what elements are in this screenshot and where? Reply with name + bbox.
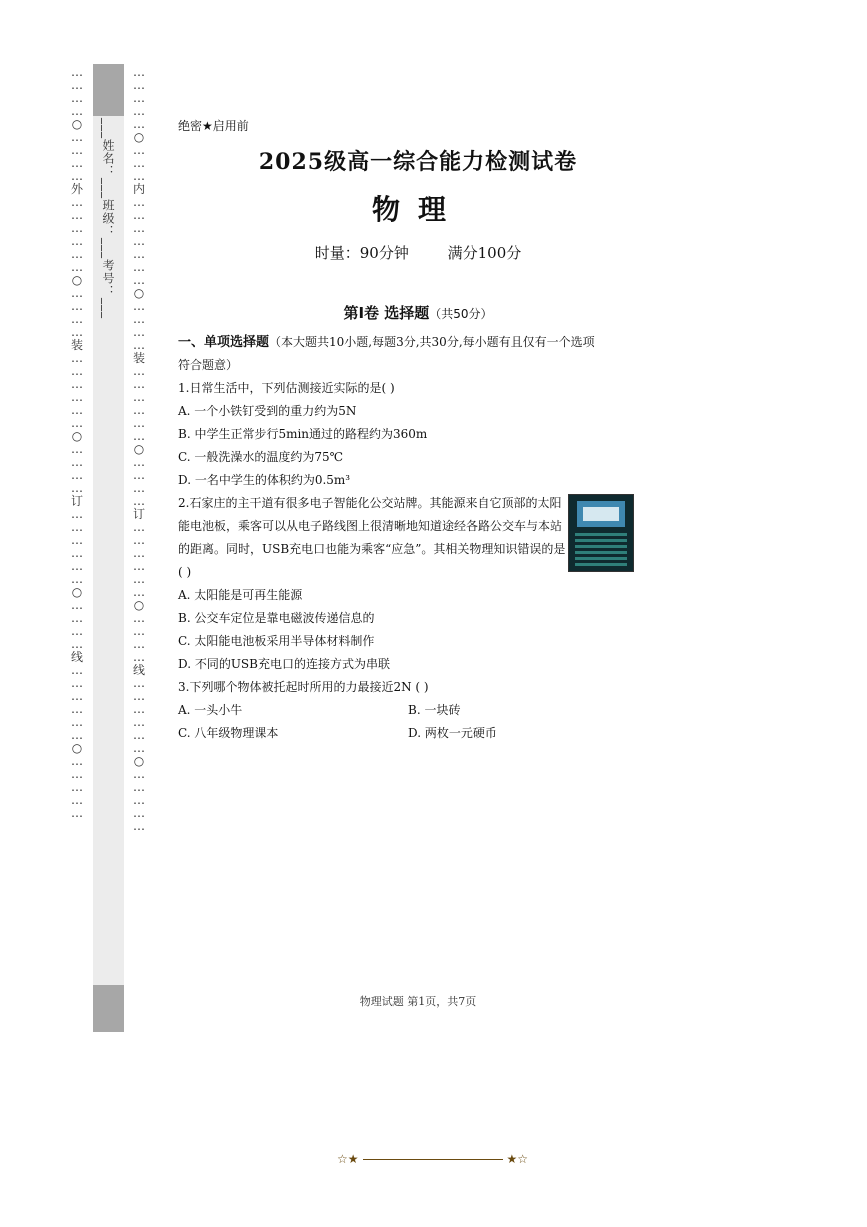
option-a: A. 太阳能是可再生能源 — [178, 588, 303, 602]
ornament-stars-right: ★☆ — [506, 1152, 529, 1166]
inner-mark: … — [133, 390, 145, 404]
outer-mark: … — [71, 728, 83, 742]
section-note: （共50分） — [429, 307, 493, 321]
sign-screen — [577, 501, 625, 527]
option-d: D. 两枚一元硬币 — [408, 726, 497, 740]
inner-mark: … — [133, 481, 145, 495]
outer-mark: … — [71, 169, 83, 183]
outer-mark: … — [71, 221, 83, 235]
outer-mark: … — [71, 442, 83, 456]
inner-mark: … — [133, 247, 145, 261]
question-2 — [178, 492, 638, 676]
outer-mark: … — [71, 65, 83, 79]
outer-mark: 装 — [70, 338, 83, 352]
outer-mark: … — [71, 104, 83, 118]
outer-mark: … — [71, 130, 83, 144]
part-title: 一、单项选择题 — [178, 335, 270, 350]
inner-mark: … — [133, 585, 145, 599]
outer-mark: … — [71, 533, 83, 547]
inner-mark: … — [133, 299, 145, 313]
outer-mark: … — [71, 676, 83, 690]
page-footer: 物理试题 第1页，共7页 — [359, 995, 477, 1008]
outer-mark: ○ — [71, 117, 83, 131]
outer-mark: … — [71, 572, 83, 586]
inner-mark: ○ — [133, 442, 145, 456]
option-b: B. 公交车定位是靠电磁波传递信息的 — [178, 611, 375, 625]
inner-mark: … — [133, 208, 145, 222]
inner-mark: … — [133, 819, 145, 833]
inner-mark: … — [133, 416, 145, 430]
outer-mark: 外 — [70, 182, 83, 196]
inner-mark: 线 — [132, 663, 145, 677]
inner-mark: … — [133, 637, 145, 651]
inner-mark: … — [133, 468, 145, 482]
inner-mark: … — [133, 403, 145, 417]
inner-mark: … — [133, 741, 145, 755]
inner-mark: … — [133, 533, 145, 547]
outer-mark: … — [71, 702, 83, 716]
outer-mark: … — [71, 754, 83, 768]
question-stem: 2.石家庄的主干道有很多电子智能化公交站牌。其能源来自它顶部的太阳能电池板，乘客可以从电子路线图上很清晰地知道途经各路公交车与本站的距离。同时，USB充电口也能为乘客“应急”。其相关物理知识错误的是( ) — [178, 496, 566, 579]
footer-ornament — [337, 1152, 528, 1166]
outer-mark: … — [71, 637, 83, 651]
option-d: D. 不同的USB充电口的连接方式为串联 — [178, 657, 390, 671]
inner-mark: ○ — [133, 598, 145, 612]
inner-mark: … — [133, 494, 145, 508]
outer-mark: … — [71, 247, 83, 261]
outer-mark: … — [71, 455, 83, 469]
outer-mark: … — [71, 91, 83, 105]
option-a: A. 一个小铁钉受到的重力约为5N — [178, 404, 357, 418]
outer-mark: … — [71, 377, 83, 391]
outer-mark: 订 — [70, 494, 83, 508]
inner-mark: … — [133, 715, 145, 729]
inner-mark: … — [133, 221, 145, 235]
inner-mark: … — [133, 65, 145, 79]
inner-mark: … — [133, 767, 145, 781]
inner-mark: … — [133, 429, 145, 443]
option-c: C. 一般洗澡水的温度约为75℃ — [178, 450, 344, 464]
outer-mark: … — [71, 767, 83, 781]
inner-mark: 订 — [132, 507, 145, 521]
outer-mark: … — [71, 364, 83, 378]
inner-mark: … — [133, 156, 145, 170]
binding-strip-bottom — [93, 985, 124, 1032]
inner-mark: … — [133, 611, 145, 625]
sign-route-rows — [575, 533, 627, 567]
question-3 — [178, 676, 638, 745]
inner-mark: … — [133, 91, 145, 105]
outer-mark: … — [71, 312, 83, 326]
outer-mark: ○ — [71, 273, 83, 287]
outer-mark: … — [71, 286, 83, 300]
inner-mark: … — [133, 793, 145, 807]
inner-mark: … — [133, 650, 145, 664]
inner-mark: ○ — [133, 286, 145, 300]
outer-mark: … — [71, 663, 83, 677]
outer-mark: … — [71, 481, 83, 495]
outer-mark: … — [71, 611, 83, 625]
section-title: 第Ⅰ卷 选择题 — [343, 304, 430, 322]
inner-mark: … — [133, 377, 145, 391]
inner-mark: … — [133, 325, 145, 339]
outer-mark: … — [71, 260, 83, 274]
options-row — [178, 722, 638, 745]
inner-mark: … — [133, 117, 145, 131]
outer-mark: … — [71, 234, 83, 248]
options-row — [178, 699, 638, 722]
subject-title: 物理 — [371, 193, 464, 226]
questions — [178, 331, 638, 745]
option-c: C. 八年级物理课本 — [178, 726, 279, 740]
option-b: B. 一块砖 — [408, 703, 461, 717]
outer-mark: … — [71, 468, 83, 482]
inner-mark: … — [133, 455, 145, 469]
outer-mark: … — [71, 520, 83, 534]
inner-mark: … — [133, 143, 145, 157]
outer-mark: … — [71, 78, 83, 92]
outer-mark: … — [71, 806, 83, 820]
inner-mark: … — [133, 624, 145, 638]
question-1 — [178, 377, 638, 492]
option-b: B. 中学生正常步行5min通过的路程约为360m — [178, 427, 428, 441]
inner-mark: … — [133, 273, 145, 287]
binding-outer-marks — [70, 66, 84, 820]
inner-mark: 内 — [132, 182, 145, 196]
inner-mark: … — [133, 546, 145, 560]
exam-timing — [178, 242, 658, 263]
inner-mark: … — [133, 572, 145, 586]
bus-stop-sign-image — [568, 494, 634, 572]
question-stem: 1.日常生活中，下列估测接近实际的是( ) — [178, 381, 395, 395]
outer-mark: … — [71, 546, 83, 560]
outer-mark: … — [71, 598, 83, 612]
option-d: D. 一名中学生的体积约为0.5m³ — [178, 473, 351, 487]
outer-mark: … — [71, 624, 83, 638]
inner-mark: … — [133, 676, 145, 690]
inner-mark: … — [133, 520, 145, 534]
inner-mark: … — [133, 364, 145, 378]
inner-mark: ○ — [133, 130, 145, 144]
inner-mark: … — [133, 78, 145, 92]
option-a: A. 一头小牛 — [178, 703, 243, 717]
outer-mark: … — [71, 351, 83, 365]
part-instruction: 一、单项选择题（本大题共10小题,每题3分,共30分,每小题有且仅有一个选项 — [178, 335, 595, 350]
section-heading — [178, 302, 658, 323]
outer-mark: … — [71, 195, 83, 209]
student-info-fields: ___姓名：___班级：___考号：___ — [101, 118, 115, 319]
outer-mark: … — [71, 403, 83, 417]
full-score-text: 满分100分 — [447, 244, 522, 262]
outer-mark: ○ — [71, 585, 83, 599]
confidential-label: 绝密★启用前 — [178, 119, 249, 133]
question-stem: 3.下列哪个物体被托起时所用的力最接近2N ( ) — [178, 680, 429, 694]
inner-mark: ○ — [133, 754, 145, 768]
inner-mark: … — [133, 559, 145, 573]
inner-mark: … — [133, 169, 145, 183]
outer-mark: … — [71, 416, 83, 430]
inner-mark: … — [133, 806, 145, 820]
outer-mark: … — [71, 208, 83, 222]
duration-text: 时量：90分钟 — [314, 244, 409, 262]
outer-mark: … — [71, 156, 83, 170]
outer-mark: … — [71, 143, 83, 157]
inner-mark: 装 — [132, 351, 145, 365]
outer-mark: ○ — [71, 741, 83, 755]
inner-mark: … — [133, 780, 145, 794]
outer-mark: … — [71, 507, 83, 521]
outer-mark: ○ — [71, 429, 83, 443]
exam-title: 2025级高一综合能力检测试卷 — [258, 149, 578, 175]
outer-mark: … — [71, 299, 83, 313]
outer-mark: … — [71, 715, 83, 729]
part-instruction-cont: 符合题意） — [178, 358, 239, 372]
binding-strip-top — [93, 64, 124, 116]
inner-mark: … — [133, 312, 145, 326]
inner-mark: … — [133, 702, 145, 716]
inner-mark: … — [133, 104, 145, 118]
inner-mark: … — [133, 728, 145, 742]
outer-mark: … — [71, 559, 83, 573]
outer-mark: … — [71, 390, 83, 404]
inner-mark: … — [133, 338, 145, 352]
option-c: C. 太阳能电池板采用半导体材料制作 — [178, 634, 375, 648]
binding-inner-marks — [132, 66, 146, 833]
outer-mark: … — [71, 325, 83, 339]
outer-mark: … — [71, 780, 83, 794]
outer-mark: 线 — [70, 650, 83, 664]
inner-mark: … — [133, 195, 145, 209]
inner-mark: … — [133, 689, 145, 703]
inner-mark: … — [133, 234, 145, 248]
outer-mark: … — [71, 793, 83, 807]
outer-mark: … — [71, 689, 83, 703]
ornament-line — [363, 1159, 503, 1160]
inner-mark: … — [133, 260, 145, 274]
ornament-stars-left: ☆★ — [337, 1152, 359, 1166]
